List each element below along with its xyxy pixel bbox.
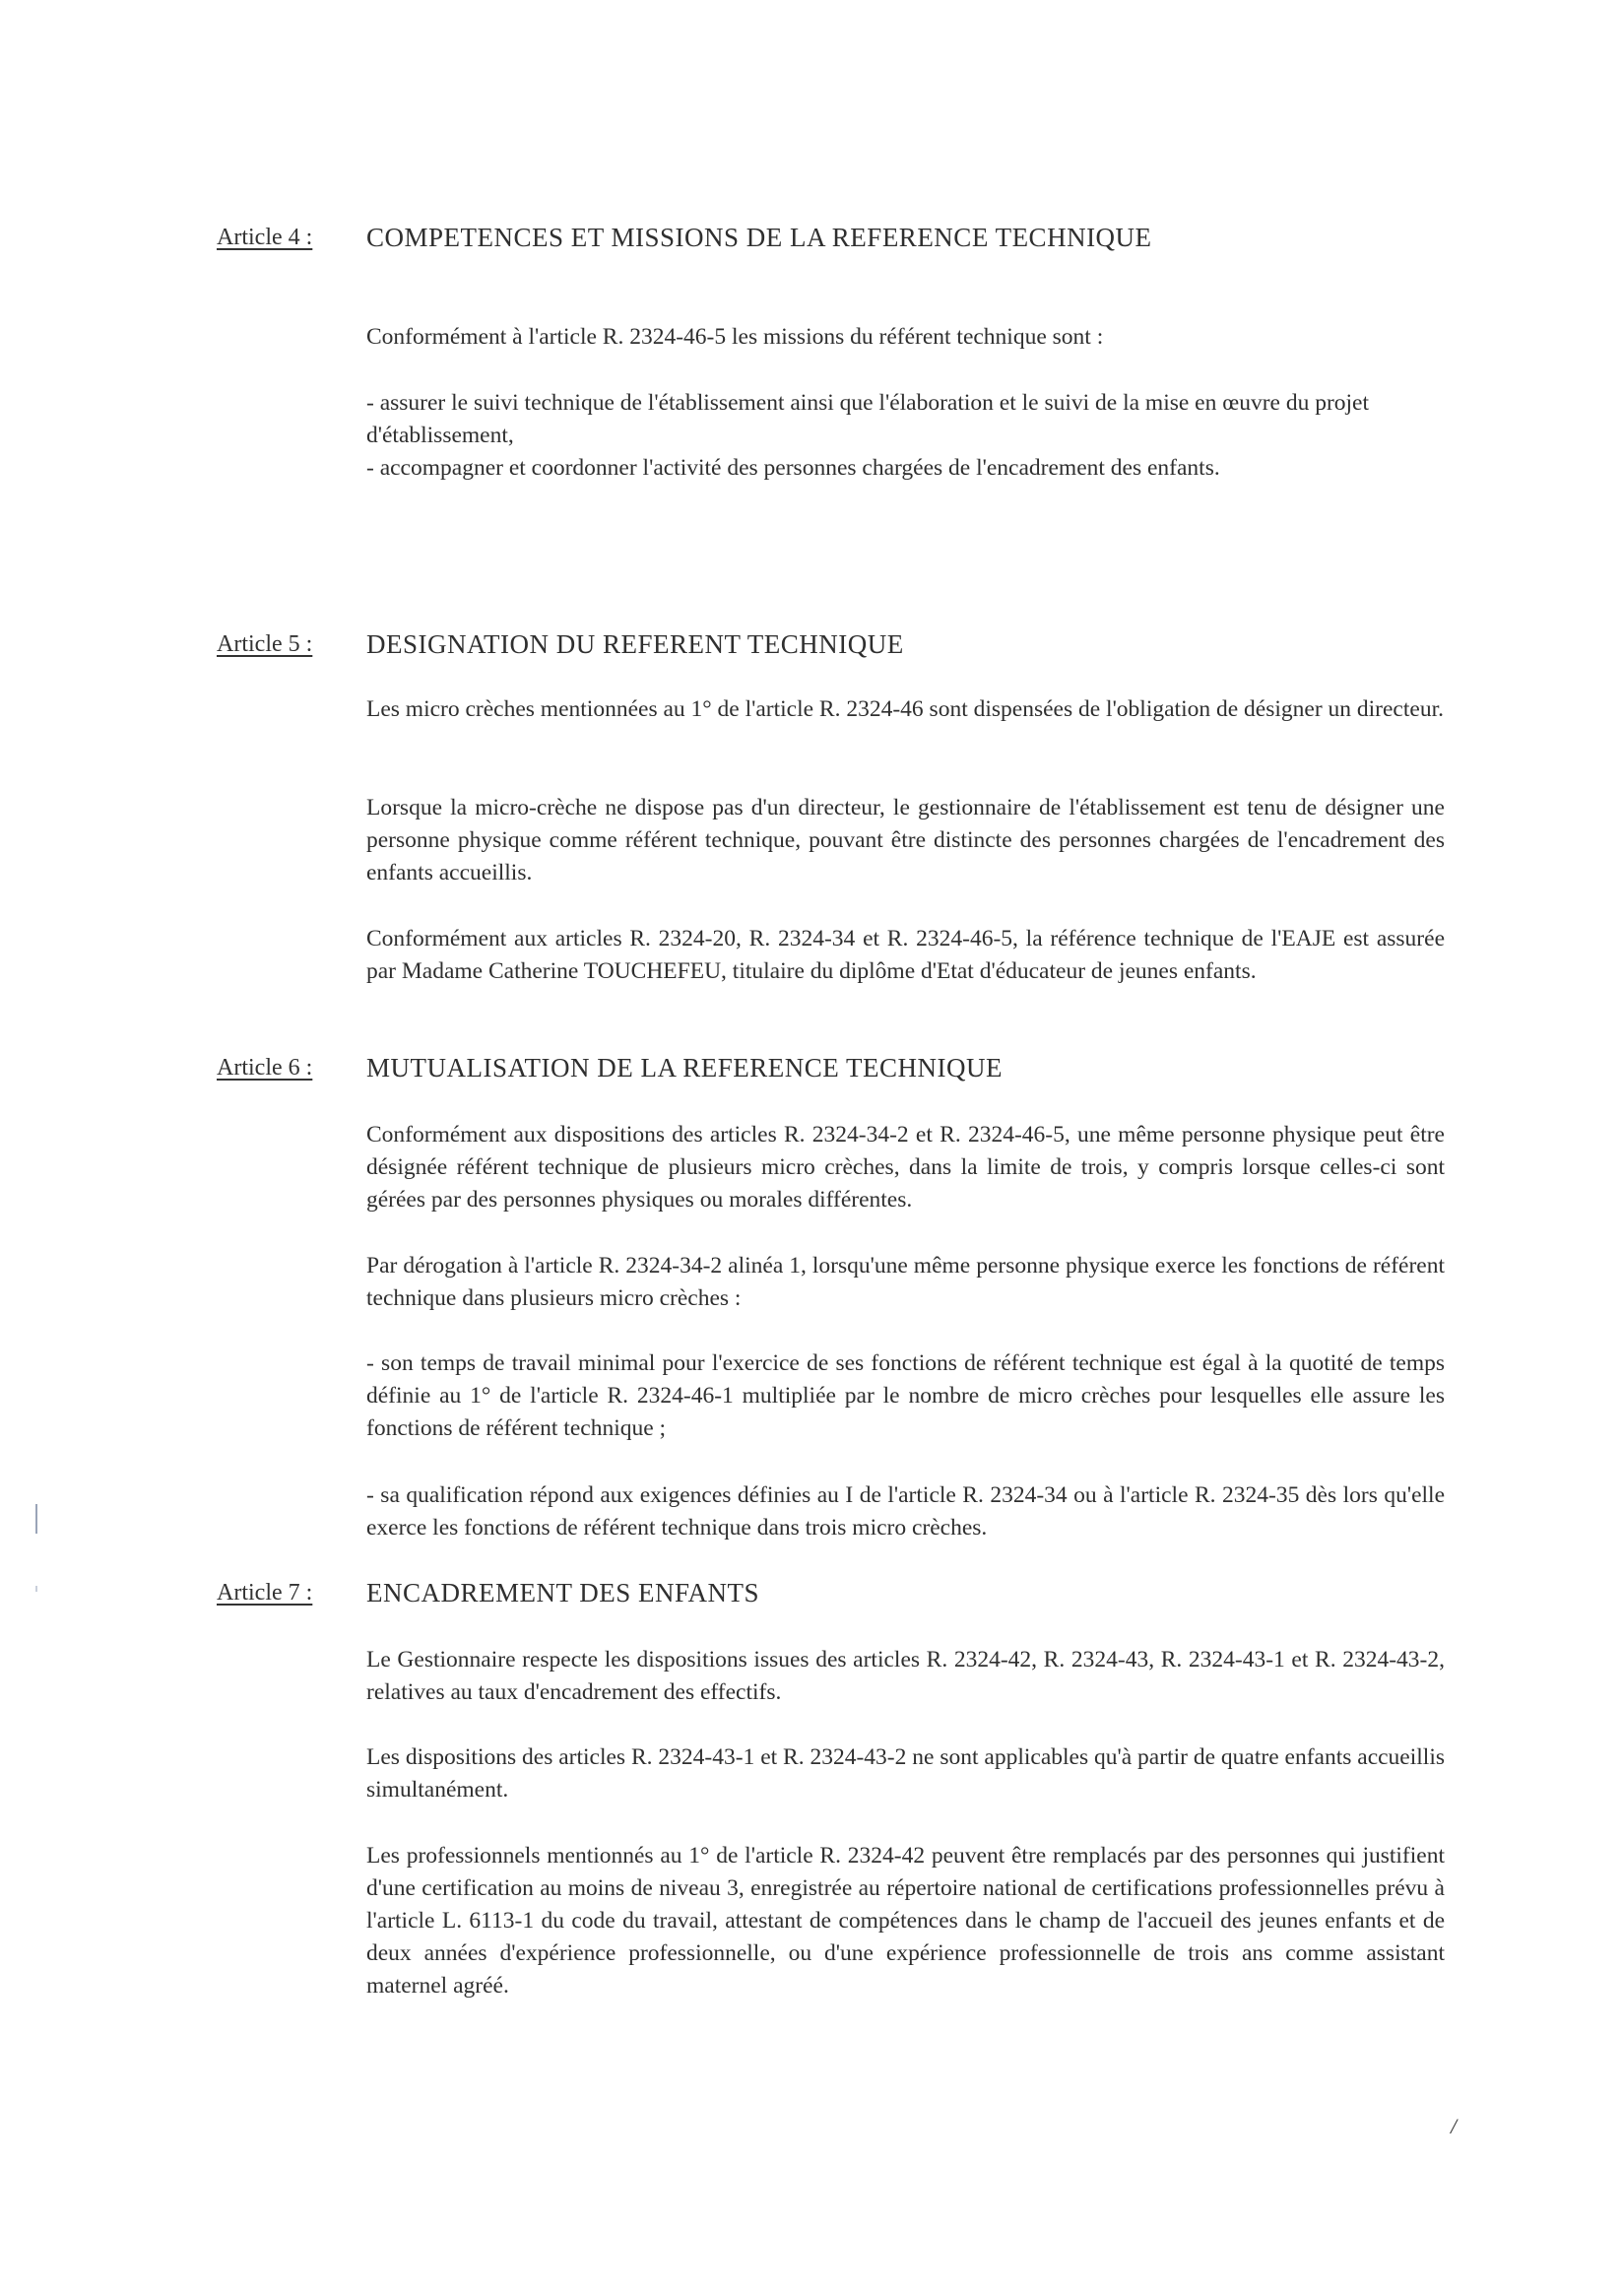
article-6-title: MUTUALISATION DE LA REFERENCE TECHNIQUE [366, 1053, 1003, 1082]
page-mark: / [1451, 2114, 1458, 2138]
article-5-title: DESIGNATION DU REFERENT TECHNIQUE [366, 629, 904, 659]
article-5-paragraph-2: Lorsque la micro-crèche ne dispose pas d'un directeur, le gestionnaire de l'établissement est tenu de désigner une personne physique comme référent technique, pouvant être distincte des personnes chargées de l'encadrement des enfants accueillis. [366, 795, 1445, 886]
article-6-paragraph-2: Par dérogation à l'article R. 2324-34-2 alinéa 1, lorsqu'une même personne physique exerce les fonctions de référent technique dans plusieurs micro crèches : [366, 1253, 1445, 1311]
article-5-paragraph-3: Conformément aux articles R. 2324-20, R. 2324-34 et R. 2324-46-5, la référence technique de l'EAJE est assurée par Madame Catherine TOUCHEFEU, titulaire du diplôme d'Etat d'éducateur de jeunes enfants. [366, 926, 1445, 984]
article-6-paragraph-4: - sa qualification répond aux exigences définies au I de l'article R. 2324-34 ou à l'article R. 2324-35 dès lors qu'elle exerce les fonctions de référent technique dans trois micro crèches. [366, 1482, 1445, 1541]
article-6-paragraph-1: Conformément aux dispositions des articles R. 2324-34-2 et R. 2324-46-5, une même personne physique peut être désignée référent technique de plusieurs micro crèches, dans la limite de trois, y compris lorsque celles-ci sont gérées par des personnes physiques ou morales différentes. [366, 1122, 1445, 1213]
article-7-paragraph-2: Les dispositions des articles R. 2324-43-1 et R. 2324-43-2 ne sont applicables qu'à partir de quatre enfants accueillis simultanément. [366, 1744, 1445, 1803]
article-4-title: COMPETENCES ET MISSIONS DE LA REFERENCE TECHNIQUE [366, 223, 1152, 252]
scan-speck [35, 1586, 37, 1592]
article-7-label: Article 7 : [217, 1580, 313, 1606]
article-5-label: Article 5 : [217, 631, 313, 657]
article-4-paragraph-3: - accompagner et coordonner l'activité des personnes chargées de l'encadrement des enfants. [366, 455, 1220, 481]
article-7-paragraph-3: Les professionnels mentionnés au 1° de l'article R. 2324-42 peuvent être remplacés par des personnes qui justifient d'une certification au moins de niveau 3, enregistrée au répertoire national de certifications professionnelles prévu à l'article L. 6113-1 du code du travail, attestant de compétences dans le champ de l'accueil des jeunes enfants et de deux années d'expérience professionnelle, ou d'une expérience professionnelle de trois ans comme assistant maternel agréé. [366, 1843, 1445, 1999]
article-6-label: Article 6 : [217, 1055, 313, 1081]
article-4-paragraph-1: Conformément à l'article R. 2324-46-5 les missions du référent technique sont : [366, 324, 1104, 350]
article-4-label: Article 4 : [217, 225, 313, 250]
article-6-paragraph-3: - son temps de travail minimal pour l'exercice de ses fonctions de référent technique est égal à la quotité de temps définie au 1° de l'article R. 2324-46-1 multipliée par le nombre de micro crèches pour lesquelles elle assure les fonctions de référent technique ; [366, 1350, 1445, 1441]
article-5-paragraph-1: Les micro crèches mentionnées au 1° de l'article R. 2324-46 sont dispensées de l'obligation de désigner un directeur. [366, 696, 1444, 722]
article-7-paragraph-1: Le Gestionnaire respecte les dispositions issues des articles R. 2324-42, R. 2324-43, R. 2324-43-1 et R. 2324-43-2, relatives au taux d'encadrement des effectifs. [366, 1647, 1445, 1705]
article-7-title: ENCADREMENT DES ENFANTS [366, 1578, 760, 1607]
scan-speck [35, 1504, 37, 1534]
article-4-paragraph-2: - assurer le suivi technique de l'établissement ainsi que l'élaboration et le suivi de la mise en œuvre du projet d'établissement, [366, 390, 1370, 448]
